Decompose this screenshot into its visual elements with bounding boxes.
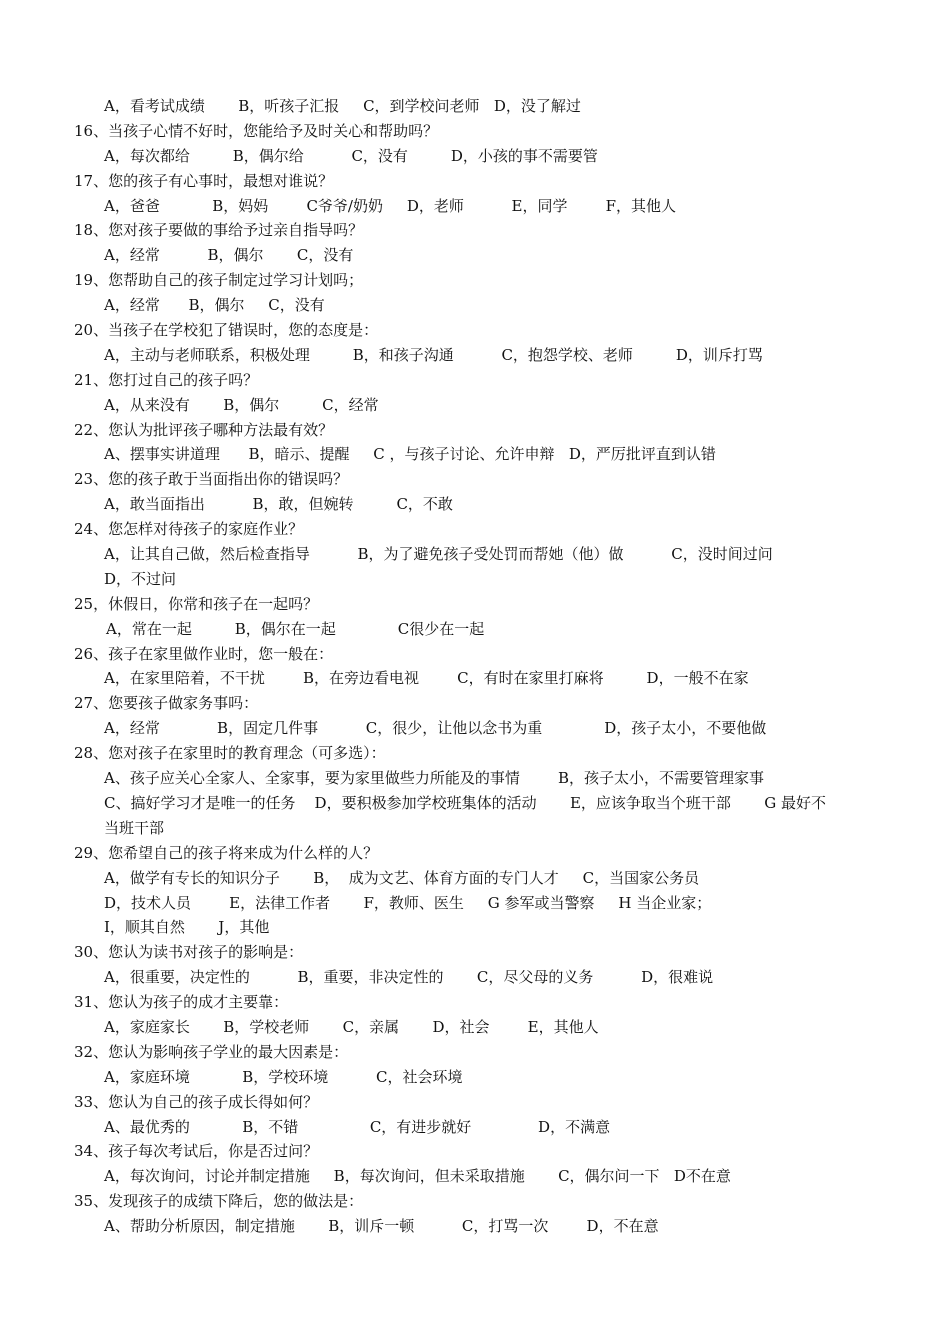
answer-options: A，在家里陪着，不干扰 B，在旁边看电视 C，有时在家里打麻将 D，一般不在家 [104, 669, 749, 688]
answer-options: A、最优秀的 B，不错 C，有进步就好 D，不满意 [104, 1117, 611, 1136]
answer-options: A、帮助分析原因，制定措施 B，训斥一顿 C，打骂一次 D，不在意 [104, 1217, 659, 1236]
question-text: 24、您怎样对待孩子的家庭作业？ [74, 520, 304, 539]
question-text: 19、您帮助自己的孩子制定过学习计划吗； [74, 271, 364, 290]
question-text: 33、您认为自己的孩子成长得如何？ [74, 1092, 319, 1111]
question-text: 20、当孩子在学校犯了错误时，您的态度是： [74, 321, 379, 340]
answer-options: A，家庭环境 B，学校环境 C，社会环境 [104, 1067, 463, 1086]
question-text: 21、您打过自己的孩子吗？ [74, 370, 259, 389]
question-text: 28、您对孩子在家里时的教育理念（可多选）： [74, 744, 386, 763]
answer-options: A，经常 B，偶尔 C，没有 [104, 246, 354, 265]
question-text: 17、您的孩子有心事时，最想对谁说？ [74, 171, 334, 190]
answer-options: A，主动与老师联系，积极处理 B，和孩子沟通 C，抱怨学校、老师 D，训斥打骂 [104, 345, 763, 364]
answer-options: A、孩子应关心全家人、全家事，要为家里做些力所能及的事情 B，孩子太小，不需要管理家事 [104, 769, 765, 788]
question-text: 35、发现孩子的成绩下降后，您的做法是： [74, 1192, 364, 1211]
question-text: 34、孩子每次考试后，你是否过问？ [74, 1142, 319, 1161]
answer-options: A，从来没有 B，偶尔 C，经常 [104, 395, 379, 414]
answer-options: A，常在一起 B，偶尔在一起 C很少在一起 [106, 619, 485, 638]
question-text: 18、您对孩子要做的事给予过亲自指导吗？ [74, 221, 364, 240]
answer-options: A，家庭家长 B，学校老师 C，亲属 D，社会 E，其他人 [104, 1017, 599, 1036]
question-text: 22、您认为批评孩子哪种方法最有效？ [74, 420, 334, 439]
questionnaire-body [74, 94, 894, 1239]
answer-options: I，顺其自然 J，其他 [104, 918, 270, 937]
question-text: 29、您希望自己的孩子将来成为什么样的人？ [74, 843, 379, 862]
question-text: 26、孩子在家里做作业时，您一般在： [74, 644, 334, 663]
question-text: 32、您认为影响孩子学业的最大因素是： [74, 1042, 349, 1061]
answer-options: A，看考试成绩 B，听孩子汇报 C，到学校问老师 D，没了解过 [104, 97, 581, 115]
answer-options: A，每次都给 B，偶尔给 C，没有 D，小孩的事不需要管 [104, 146, 598, 165]
answer-options: A，爸爸 B，妈妈 C爷爷/奶奶 D，老师 E，同学 F，其他人 [104, 196, 677, 215]
answer-options: A，经常 B，偶尔 C，没有 [104, 296, 325, 315]
question-text: 25，休假日，你常和孩子在一起吗？ [74, 594, 319, 613]
answer-options: A，敢当面指出 B，敢，但婉转 C，不敢 [104, 495, 453, 514]
question-text: 30、您认为读书对孩子的影响是： [74, 943, 304, 962]
answer-options: A，经常 B，固定几件事 C，很少，让他以念书为重 D，孩子太小，不要他做 [104, 719, 767, 738]
answer-options: A，让其自己做，然后检查指导 B，为了避免孩子受处罚而帮她（他）做 C，没时间过问 [104, 545, 773, 564]
answer-options: A，做学有专长的知识分子 B， 成为文艺、体育方面的专门人才 C，当国家公务员 [104, 868, 700, 887]
question-text: 31、您认为孩子的成才主要靠： [74, 993, 289, 1012]
answer-options: C、搞好学习才是唯一的任务 D，要积极参加学校班集体的活动 E，应该争取当个班干部 G 最好不 [104, 793, 827, 812]
answer-options: A，每次询问，讨论并制定措施 B，每次询问，但未采取措施 C，偶尔问一下 D不在意 [104, 1167, 731, 1186]
question-text: 23、您的孩子敢于当面指出你的错误吗？ [74, 470, 349, 489]
answer-options: D，不过问 [104, 569, 177, 588]
answer-options: D，技术人员 E，法律工作者 F，教师、医生 G 参军或当警察 H 当企业家； [104, 893, 712, 912]
answer-options: A、摆事实讲道理 B，暗示、提醒 C ，与孩子讨论、允许申辩 D，严厉批评直到认错 [104, 445, 716, 464]
answer-options: 当班干部 [104, 818, 165, 837]
answer-options: A，很重要，决定性的 B，重要，非决定性的 C，尽父母的义务 D，很难说 [104, 968, 714, 987]
question-text: 16、当孩子心情不好时，您能给予及时关心和帮助吗？ [74, 121, 439, 140]
question-text: 27、您要孩子做家务事吗： [74, 694, 259, 713]
